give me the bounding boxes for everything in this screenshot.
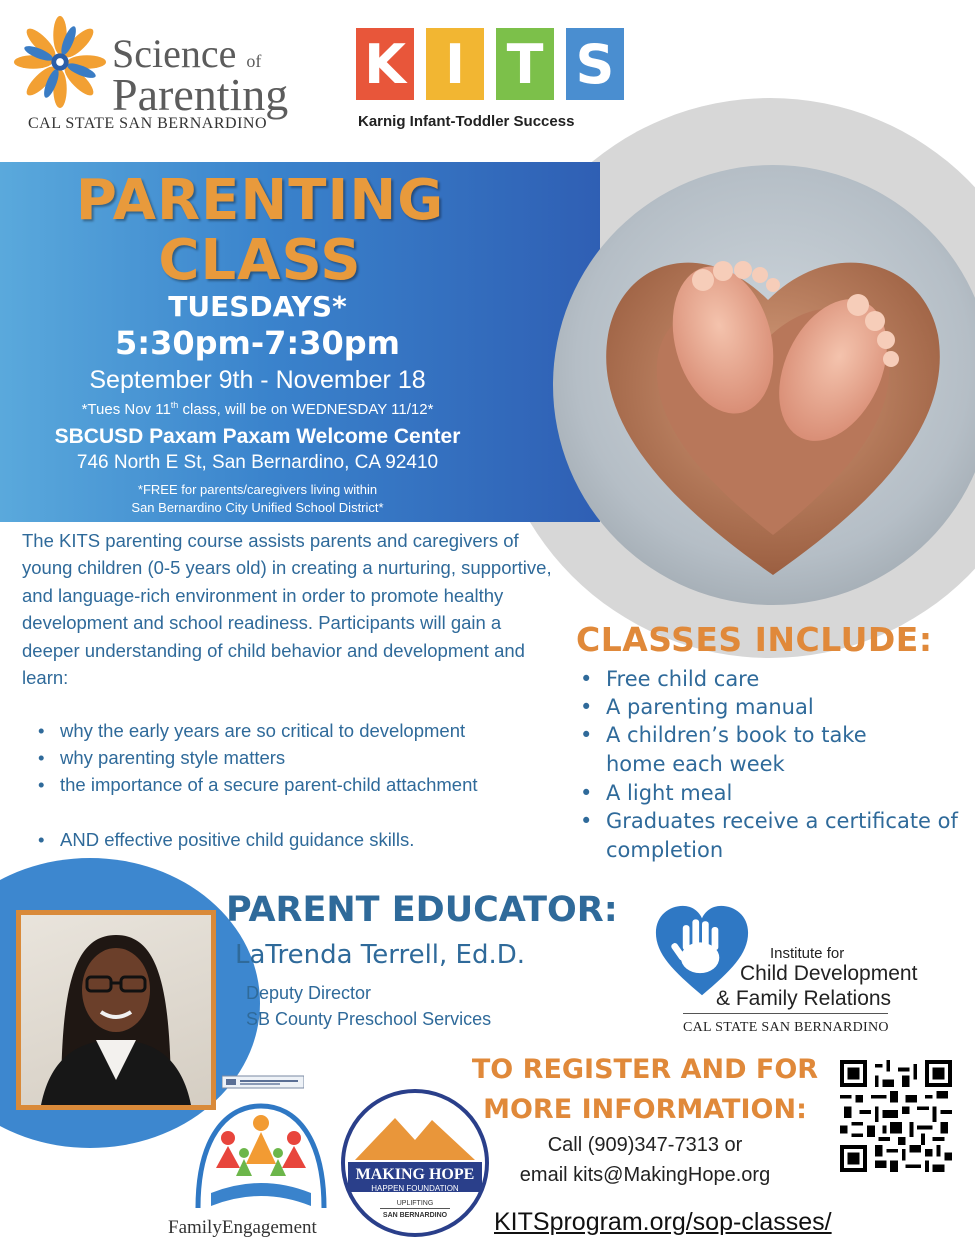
- class-dates: September 9th - November 18: [89, 366, 426, 394]
- learn-item: • why the early years are so critical to development: [38, 717, 558, 744]
- class-item: • A parenting manual: [580, 693, 970, 722]
- heart-hands-illustration: [553, 165, 975, 605]
- register-phone: Call (909)347-7313 or: [547, 1134, 743, 1156]
- kits-letter-k: K: [356, 28, 414, 100]
- district-small-logo: [222, 1072, 304, 1092]
- kits-letter-i: I: [426, 28, 484, 100]
- class-day: TUESDAYS*: [168, 290, 347, 323]
- family-engagement-icon: [186, 1098, 336, 1216]
- sop-of: of: [246, 51, 262, 71]
- learn-item: • AND effective positive child guidance skills.: [38, 826, 558, 853]
- making-hope-line3: UPLIFTING: [396, 1200, 434, 1207]
- note-pre: *Tues Nov 11: [81, 401, 171, 418]
- register-title-line2: MORE INFORMATION:: [483, 1094, 807, 1125]
- kits-letter-s: S: [566, 28, 624, 100]
- science-of-parenting-logo: [112, 31, 289, 120]
- class-item: • Graduates receive a certificate of completion: [580, 809, 958, 862]
- note-post: class, will be on WEDNESDAY 11/12*: [178, 401, 434, 418]
- class-item: • A light meal: [580, 779, 970, 808]
- bullet-icon: •: [580, 781, 593, 805]
- family-engagement-label: FamilyEngagement: [168, 1217, 317, 1238]
- educator-role-line2: SB County Preschool Services: [246, 1009, 492, 1029]
- bullet-icon: •: [580, 809, 593, 833]
- title-line1: PARENTING: [75, 168, 445, 233]
- institute-divider: [683, 1013, 888, 1014]
- making-hope-logo: [340, 1088, 490, 1238]
- bullet-icon: •: [38, 829, 45, 850]
- parent-educator-title: PARENT EDUCATOR:: [226, 890, 618, 930]
- making-hope-line1: MAKING HOPE: [355, 1166, 475, 1183]
- portrait-illustration: [21, 915, 211, 1105]
- sop-subtitle: CAL STATE SAN BERNARDINO: [28, 115, 268, 132]
- venue-address: 746 North E St, San Bernardino, CA 92410: [76, 452, 439, 473]
- kits-letter-t: T: [496, 28, 554, 100]
- bullet-icon: •: [38, 774, 45, 795]
- class-item: • Free child care: [580, 665, 970, 694]
- note-sup: th: [170, 400, 179, 410]
- institute-subtitle: CAL STATE SAN BERNARDINO: [683, 1020, 889, 1035]
- venue-name: SBCUSD Paxam Paxam Welcome Center: [54, 425, 461, 448]
- sop-line2: Parenting: [112, 69, 289, 120]
- educator-name: LaTrenda Terrell, Ed.D.: [235, 940, 526, 970]
- bullet-icon: •: [38, 747, 45, 768]
- bullet-icon: •: [580, 723, 593, 747]
- kits-logo: [356, 28, 624, 100]
- science-of-parenting-flower-icon: [12, 14, 108, 110]
- bullet-icon: •: [38, 720, 45, 741]
- institute-line1: Institute for: [770, 945, 845, 962]
- educator-portrait: [16, 910, 216, 1110]
- heart-hands-photo: [553, 165, 975, 605]
- institute-line3: & Family Relations: [716, 987, 892, 1010]
- register-email: email kits@MakingHope.org: [519, 1164, 771, 1186]
- classes-include-title: CLASSES INCLUDE:: [576, 620, 933, 659]
- making-hope-line4: SAN BERNARDINO: [382, 1212, 448, 1219]
- register-url-link[interactable]: KITSprogram.org/sop-classes/: [494, 1208, 832, 1236]
- course-description: The KITS parenting course assists parents and caregivers of young children (0-5 years old) in creating a nurturing, supportive, and language-rich environment in order to promote healthy development and school readiness. Participants will gain a deeper understanding of child behavior and development and learn:: [22, 530, 552, 689]
- educator-role-line1: Deputy Director: [246, 983, 372, 1003]
- register-title-line1: TO REGISTER AND FOR: [471, 1054, 819, 1085]
- bullet-icon: •: [580, 695, 593, 719]
- class-item: • A children’s book to take home each week: [580, 723, 867, 776]
- making-hope-line2: HAPPEN FOUNDATION: [371, 1184, 459, 1193]
- free-note-line1: *FREE for parents/caregivers living within: [137, 482, 378, 497]
- learn-item: • why parenting style matters: [38, 744, 558, 771]
- free-note-line2: San Bernardino City Unified School District*: [131, 500, 384, 515]
- district-logo-icon: [222, 1072, 304, 1092]
- bullet-icon: •: [580, 667, 593, 691]
- institute-line2: Child Development: [740, 962, 918, 985]
- title-line2: CLASS: [158, 228, 362, 293]
- kits-subtitle: Karnig Infant-Toddler Success: [358, 113, 575, 130]
- learn-item: • the importance of a secure parent-child attachment: [38, 771, 478, 798]
- schedule-note: [0, 400, 515, 418]
- qr-code-icon[interactable]: [840, 1060, 952, 1172]
- sop-line1: Science: [112, 31, 237, 76]
- class-time: 5:30pm-7:30pm: [115, 324, 400, 362]
